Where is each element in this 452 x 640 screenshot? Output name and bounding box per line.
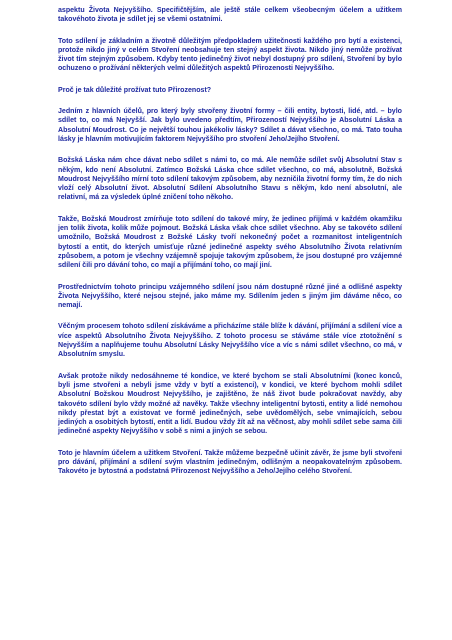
- paragraph-8: Věčným procesem tohoto sdílení získáváme a přicházíme stále blíže k dávání, přijímání a sdílení více a více aspektů Absolutního Života Nejvyššího. Z tohoto procesu se stáváme stále více ztotožnění s Nejvyšším a naplňujeme touhu Absolutní Lásky Nejvyššího více a víc s námi sdílet všechno, co má, v Absolutním smyslu.: [58, 323, 402, 359]
- paragraph-2: Toto sdílení je základním a životně důležitým předpokladem užitečnosti každého pro bytí a existenci, protože nikdo jiný v celém Stvoření neobsahuje ten stejný aspekt života. Nikdo jiný nemůže prožívat život tím stejným způsobem. Kdyby tento jedinečný život nebyl dostupný pro sdílení, Stvoření by bylo ochuzeno o prožívání některých velmi důležitých aspektů Přirozenosti Nejvyššího.: [58, 37, 402, 73]
- paragraph-7: Prostřednictvím tohoto principu vzájemného sdílení jsou nám dostupné různé jiné a odlišné aspekty Života Nejvyššího, které nejsou stejné, jako máme my. Sdílením jeden s jiným jim dáváme něco, co nemají.: [58, 283, 402, 310]
- paragraph-3-question: Proč je tak důležité prožívat tuto Přirozenost?: [58, 86, 212, 94]
- paragraph-10: Toto je hlavním účelem a užitkem Stvoření. Takže můžeme bezpečně učinit závěr, že jsme byli stvořeni pro dávání, přijímání a sdílení svým vlastním jedinečným, odlišným a neopakovatelným způsobem. Takovéto je bytostná a podstatná Přirozenost Nejvyššího a Jeho/Jejího celého Stvoření.: [58, 449, 402, 476]
- paragraph-5: Božská Láska nám chce dávat nebo sdílet s námi to, co má. Ale nemůže sdílet svůj Absolutní Stav s někým, kdo není Absolutní. Zatímco Božská Láska chce sdílet všechno, co má, absolutně, Božská Moudrost Nejvyššího mírní toto sdílení takovým způsobem, aby nezničila životní formy tím, že do nich vloží celý Absolutní život. Absolutní Sdílení Absolutního Stavu s někým, kdo není absolutní, ale relativní, má za výsledek úplné zničení toho někoho.: [58, 157, 402, 202]
- paragraph-4: Jedním z hlavních účelů, pro který byly stvořeny životní formy – čili entity, bytosti, lidé, atd. – bylo sdílet to, co má Nejvyšší. Jak bylo uvedeno předtím, Přirozeností Nejvyššího je Absolutní Láska a Absolutní Moudrost. Co je největší touhou jakékoliv lásky? Sdílet a dávat všechno, co má. Tato touha lásky je hlavním motivujícím faktorem Nejvyššího pro stvoření Jeho/Jejího Stvoření.: [58, 108, 402, 143]
- paragraph-6: Takže, Božská Moudrost zmírňuje toto sdílení do takové míry, že jedinec přijímá v každém okamžiku jen tolik života, kolik může pojmout. Božská Láska však chce sdílet všechno. Aby se takovéto sdílení umožnilo, Božská Moudrost z Božské Lásky tvoří nekonečný počet a rozmanitost inteligentních bytostí a entit, do kterých umisťuje různé jedinečné aspekty svého Absolutního Života relativním způsobem, a potom je všechny vzájemně spojuje takovým způsobem, že jsou dostupné pro vzájemné sdílení čili pro dávání toho, co mají a přijímání toho, co mají jiní.: [58, 215, 402, 270]
- paragraph-1: aspektu Života Nejvyššího. Specifičtějším, ale ještě stále celkem všeobecným účelem a užitkem takovéhoto života je sdílet jej se všemi ostatními.: [58, 7, 402, 24]
- paragraph-9: Avšak protože nikdy nedosáhneme té kondice, ve které bychom se stali Absolutními (konec konců, byli jsme stvořeni a nebyli jsme vždy v bytí a existenci), v kondici, ve které bychom mohli sdílet Absolutní Božskou Moudrost Nejvyššího, je zajištěno, že náš život bude pokračovat navždy, aby takovéto sdílení bylo vždy možné až navěky. Takže všechny inteligentní bytosti, entity a lidé nemohou nikdy přestat být a existovat ve formě jedinečných, sebe uvědomělých, sebe vnímajících, sebou jediných a osobitých bytostí, entit a lidí. Budou vždy žít až na věčnost, aby mohli sdílet sebe sama čili jedinečné aspekty Nejvyššího v sobě s nimi a jiných se sebou.: [58, 372, 402, 436]
